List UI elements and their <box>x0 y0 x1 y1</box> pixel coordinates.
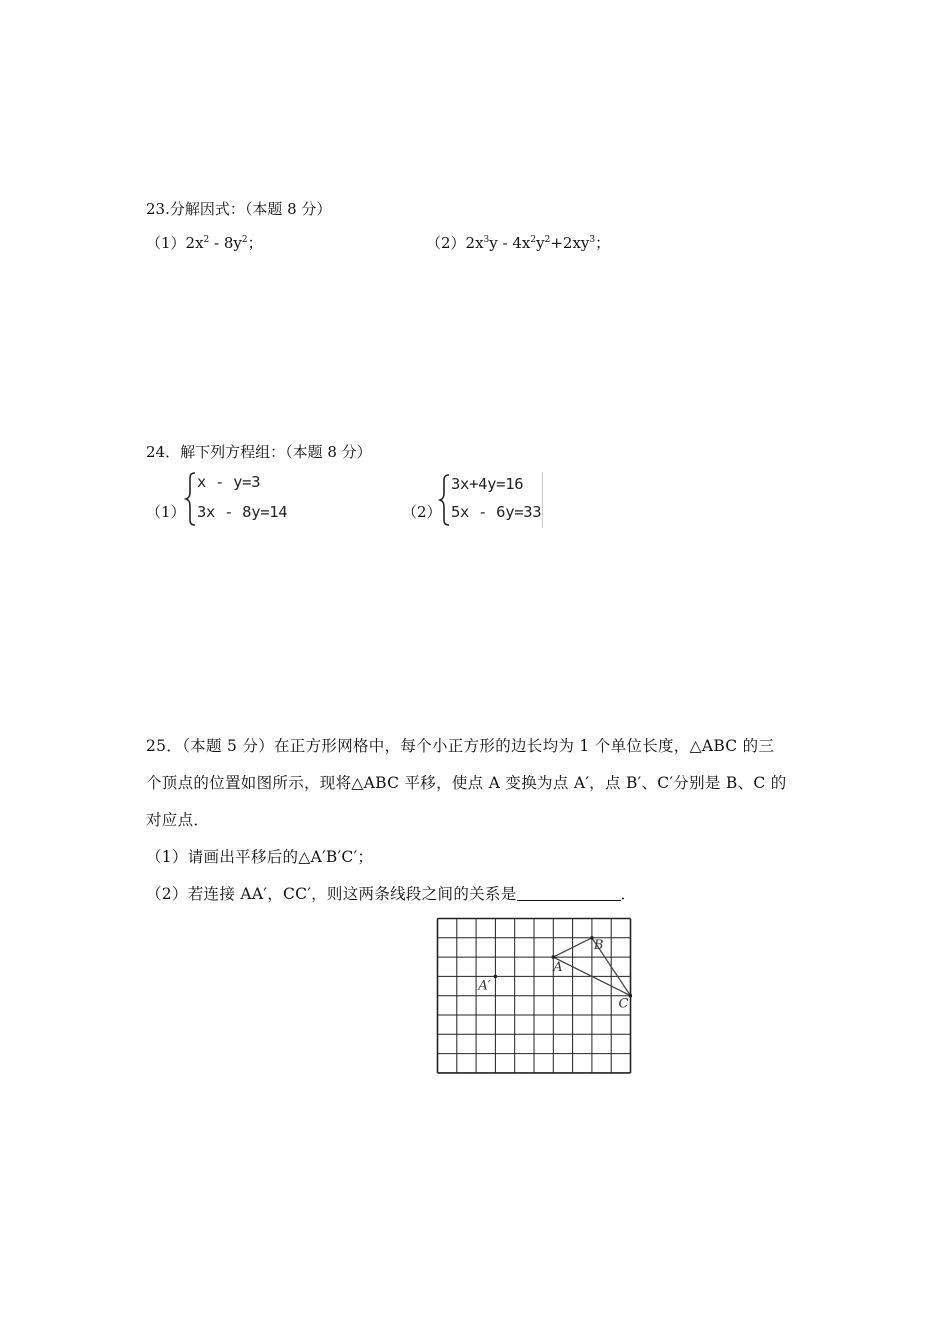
q25-line3: 对应点． <box>146 811 210 829</box>
q23-title: 23.分解因式：（本题 8 分） <box>146 200 332 218</box>
square-grid-figure <box>436 917 632 1077</box>
q24-system-2 <box>438 472 543 528</box>
point-a <box>552 955 556 959</box>
q24-part1-eq2: 3x - 8y=14 <box>197 503 288 521</box>
q25-sub1: （1）请画出平移后的△A′B′C′； <box>146 848 374 866</box>
label-a: A <box>553 960 563 976</box>
q24-part1-eq1: x - y=3 <box>197 473 261 491</box>
left-brace-icon <box>184 470 198 528</box>
q25-line2: 个顶点的位置如图所示，现将△ABC 平移，使点 A 变换为点 A′，点 B′、C′分别是 B、C 的 <box>146 774 787 792</box>
q24-part2-eq1: 3x+4y=16 <box>451 475 524 493</box>
q23-part1: $(1)2x^2 - 8y^2$； <box>146 234 263 252</box>
q24-part2-label: （2） <box>402 503 442 521</box>
point-a-prime <box>494 975 498 979</box>
answer-blank[interactable] <box>517 886 621 901</box>
q24-system-1 <box>184 470 294 528</box>
label-b: B <box>593 937 604 953</box>
q24-title: 24．解下列方程组：（本题 8 分） <box>146 443 372 461</box>
q25-sub2: （2）若连接 AA′，CC′，则这两条线段之间的关系是 ． <box>146 885 637 903</box>
label-c: C <box>618 996 629 1012</box>
q24-part2-eq2: 5x - 6y=33 <box>451 503 542 521</box>
q25-line1: 25．（本题 5 分）在正方形网格中，每个小正方形的边长均为 1 个单位长度，△ABC 的三 <box>146 737 775 755</box>
left-brace-icon <box>438 472 452 528</box>
q24-part1-label: （1） <box>146 503 186 521</box>
q23-part2: $(2)2x^3y - 4x^2y^2+2xy^3$； <box>426 234 611 252</box>
label-a-prime: A′ <box>478 978 491 994</box>
